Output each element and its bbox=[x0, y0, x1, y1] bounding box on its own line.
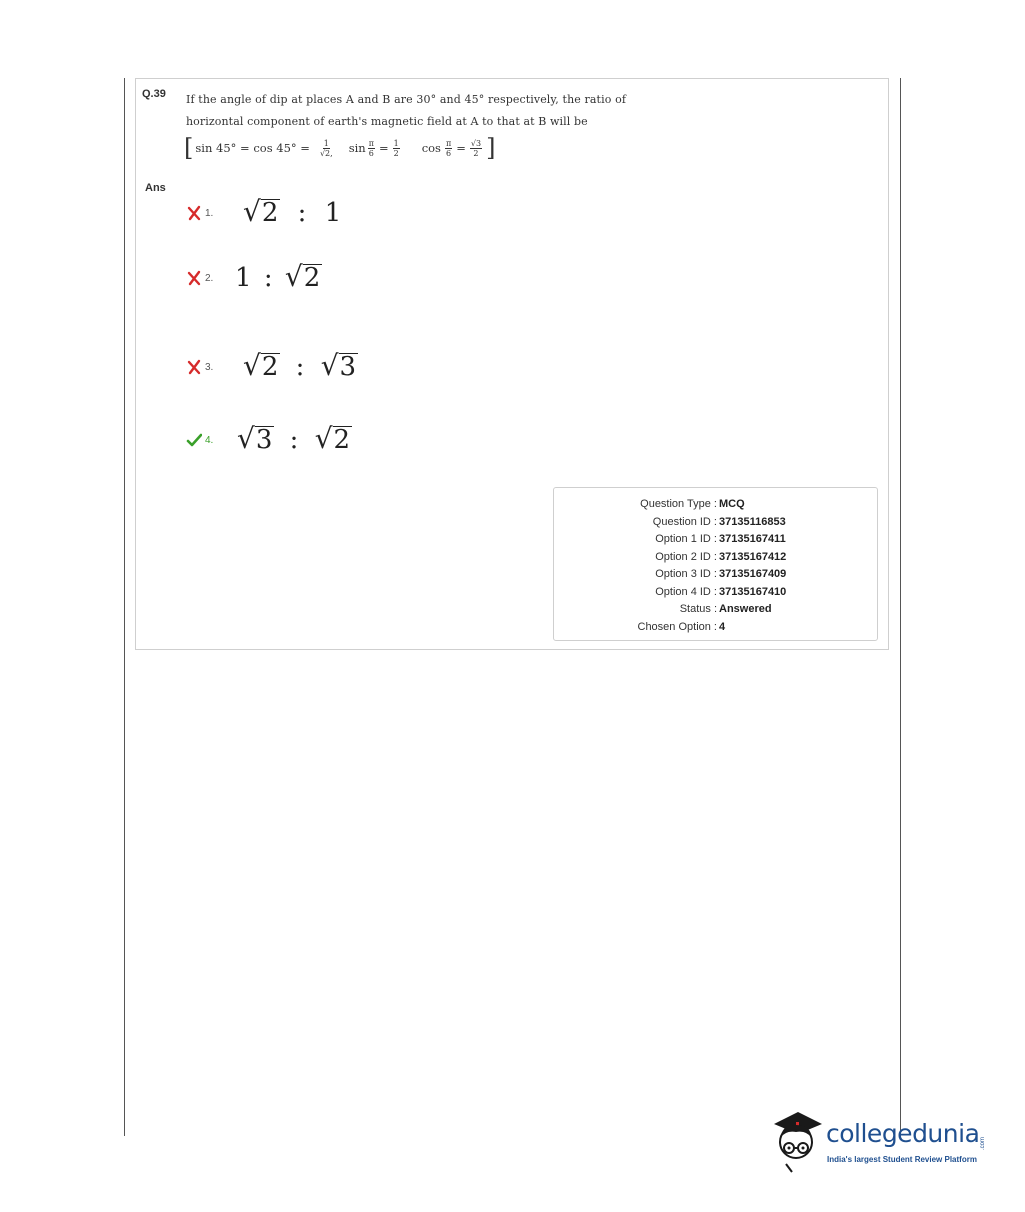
hint-fraction-1: $\frac{1}{√2,}$ bbox=[319, 138, 333, 158]
question-text: If the angle of dip at places A and B are 30° and 45° respectively, the ratio of horizontal component of earth's magnetic field at A to that at B will be bbox=[186, 93, 626, 128]
option-number: 2. bbox=[205, 272, 214, 284]
cross-icon bbox=[186, 270, 202, 286]
question-number: Q.39 bbox=[142, 88, 166, 100]
option-value: 1 : √ 2 bbox=[235, 260, 322, 293]
question-info-box bbox=[553, 487, 878, 641]
option-row-1[interactable] bbox=[186, 195, 343, 228]
option-value: √ 2 : √ 3 bbox=[243, 349, 358, 382]
cross-icon bbox=[186, 359, 202, 375]
logo-wordmark: collegedunia bbox=[826, 1119, 980, 1148]
collegedunia-logo[interactable] bbox=[766, 1104, 996, 1174]
option-number: 1. bbox=[205, 207, 214, 219]
hint-part-3: cos bbox=[421, 141, 441, 155]
info-row-question-id: Question ID : 37135116853 bbox=[652, 515, 786, 528]
option-row-3[interactable] bbox=[186, 349, 358, 382]
hint-fraction-3: $\frac{1}{2}$ bbox=[393, 138, 399, 158]
page-left-border bbox=[124, 78, 125, 1136]
hint-close-bracket: ] bbox=[486, 134, 496, 162]
logo-dotcom: .com bbox=[980, 1136, 986, 1150]
logo-tagline: India's largest Student Review Platform bbox=[827, 1155, 977, 1164]
hint-open-bracket: [ bbox=[184, 134, 194, 162]
option-row-4[interactable] bbox=[186, 422, 352, 455]
mascot-icon bbox=[766, 1104, 826, 1174]
answer-label: Ans bbox=[145, 182, 166, 194]
hint-part-1: sin 45° = cos 45° = bbox=[195, 141, 310, 155]
hint-equals-2: = bbox=[378, 141, 389, 155]
option-number: 3. bbox=[205, 361, 214, 373]
cross-icon bbox=[186, 205, 202, 221]
hint-fraction-5: $\frac{√3}{2}$ bbox=[470, 138, 482, 158]
page-right-border bbox=[900, 78, 901, 1136]
hint-fraction-2: $\frac{\pi}{6}$ bbox=[368, 138, 374, 158]
option-value: √ 3 : √ 2 bbox=[237, 422, 352, 455]
option-number: 4. bbox=[205, 434, 214, 446]
option-value: √ 2 : 1 bbox=[243, 195, 343, 228]
info-row-chosen-option: Chosen Option : 4 bbox=[637, 620, 726, 633]
hint-equals-3: = bbox=[456, 141, 466, 155]
info-row-option1-id: Option 1 ID : 37135167411 bbox=[655, 533, 786, 545]
question-hint bbox=[184, 134, 495, 162]
check-icon bbox=[186, 432, 202, 448]
hint-fraction-4: $\frac{\pi}{6}$ bbox=[445, 138, 452, 158]
info-row-question-type: Question Type : MCQ bbox=[640, 498, 745, 510]
option-row-2[interactable] bbox=[186, 260, 322, 293]
info-row-option3-id: Option 3 ID : 37135167409 bbox=[655, 568, 787, 580]
info-row-option2-id: Option 2 ID : 37135167412 bbox=[655, 550, 787, 563]
hint-part-2: sin bbox=[348, 141, 366, 155]
info-row-status: Status : Answered bbox=[679, 603, 772, 615]
info-row-option4-id: Option 4 ID : 37135167410 bbox=[655, 585, 787, 598]
